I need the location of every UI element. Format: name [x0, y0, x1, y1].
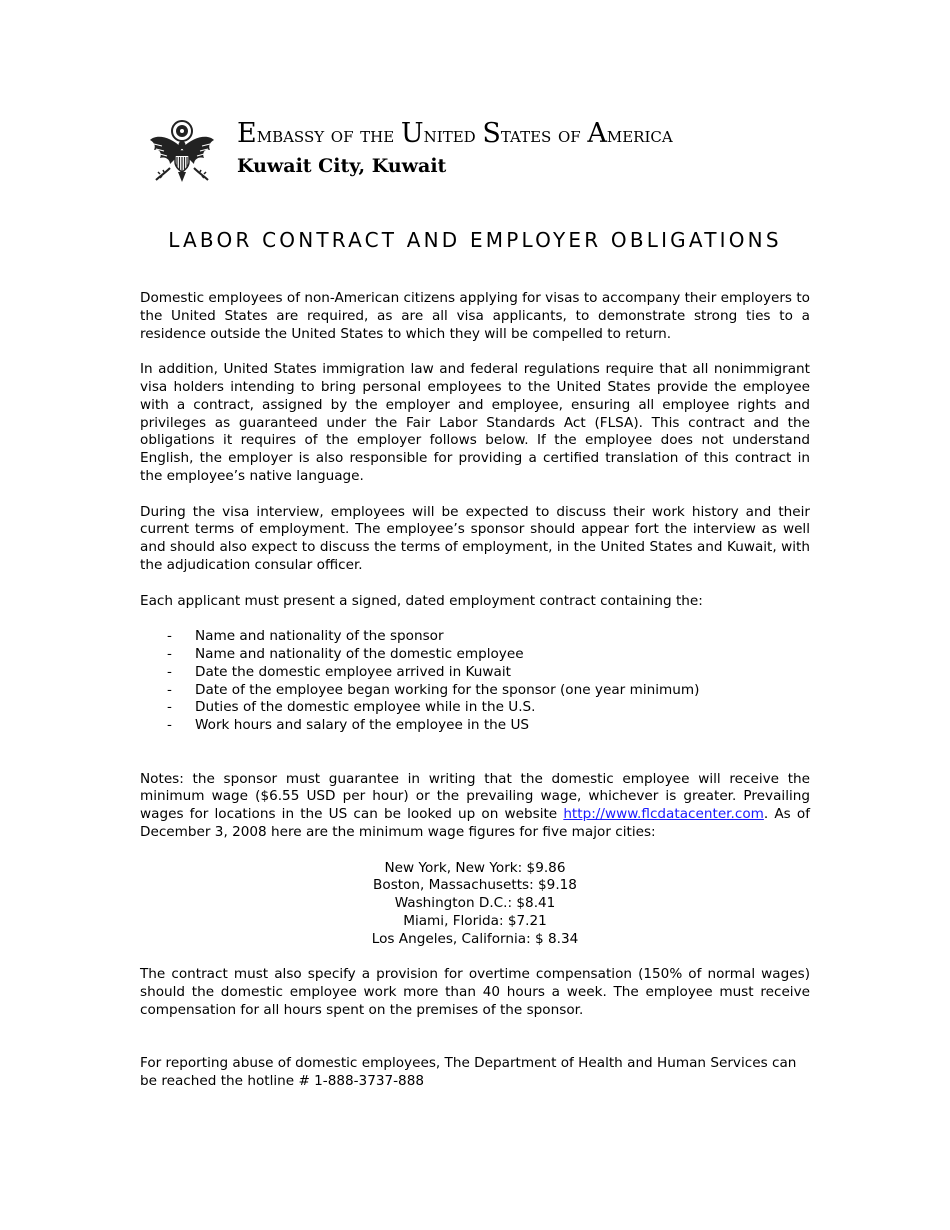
overtime-paragraph: The contract must also specify a provision for overtime compensation (150% of normal wages) should the domestic employee work more than 40 hours a week. The employee must receive compensation for all hours spent on the premises of the sponsor. — [140, 966, 810, 1018]
wage-item: Los Angeles, California: $ 8.34 — [371, 930, 579, 947]
hotline-paragraph: For reporting abuse of domestic employees, The Department of Health and Human Services can be reached the hotline # 1-888-3737-888 — [140, 1055, 797, 1090]
intro-paragraph: Domestic employees of non-American citizens applying for visas to accompany their employers to the United States are required, as are all visa applicants, to demonstrate strong ties to a residence outside the United States to which they will be compelled to return. — [140, 290, 810, 342]
list-item: - Work hours and salary of the employee in the US — [167, 717, 530, 734]
wage-list — [140, 860, 810, 949]
flcdatacenter-link[interactable]: http://www.flcdatacenter.com — [563, 806, 764, 823]
requirements-list — [140, 628, 810, 735]
letterhead — [148, 118, 828, 188]
wage-item: Miami, Florida: $7.21 — [403, 912, 547, 929]
interview-paragraph: During the visa interview, employees will be expected to discuss their work history and their current terms of employment. The employee’s sponsor should appear fort the interview as well and should also expect to discuss the terms of employment, in the United States and Kuwait, with the adjudication consular officer. — [140, 503, 810, 573]
embassy-name: Embassy of the United States of America — [237, 118, 673, 149]
list-item: - Date of the employee began working for the sponsor (one year minimum) — [167, 681, 700, 698]
regulation-paragraph: In addition, United States immigration law and federal regulations require that all nonimmigrant visa holders intending to bring personal employees to the United States provide the employee with a contract, assigned by the employer and employee, ensuring all employee rights and privileges as guaranteed under the Fair Labor Standards Act (FLSA). This contract and the obligations it requires of the employer follows below. If the employee does not understand English, the employer is also responsible for providing a certified translation of this contract in the employee’s native language. — [140, 361, 810, 484]
document-title: LABOR CONTRACT AND EMPLOYER OBLIGATIONS — [168, 228, 782, 252]
embassy-location: Kuwait City, Kuwait — [237, 155, 447, 177]
wage-item: New York, New York: $9.86 — [384, 859, 566, 876]
contract-requirement-intro: Each applicant must present a signed, dated employment contract containing the: — [140, 592, 703, 609]
notes-paragraph: Notes: the sponsor must guarantee in writing that the domestic employee will receive the minimum wage ($6.55 USD per hour) or the prevailing wage, whichever is greater. Prevailing wages for locations in the US can be looked up on website http://www.flcdatacenter.com. As of December 3, 2008 here are the minimum wage figures for five major cities: — [140, 770, 810, 840]
great-seal-eagle-icon — [148, 118, 216, 186]
wage-item: Boston, Massachusetts: $9.18 — [373, 877, 577, 894]
list-item: - Duties of the domestic employee while in the U.S. — [167, 699, 536, 716]
wage-item: Washington D.C.: $8.41 — [394, 895, 556, 912]
list-item: - Date the domestic employee arrived in Kuwait — [167, 663, 511, 680]
document-body — [140, 290, 810, 1109]
list-item: - Name and nationality of the domestic employee — [167, 645, 524, 662]
list-item: - Name and nationality of the sponsor — [167, 628, 444, 645]
